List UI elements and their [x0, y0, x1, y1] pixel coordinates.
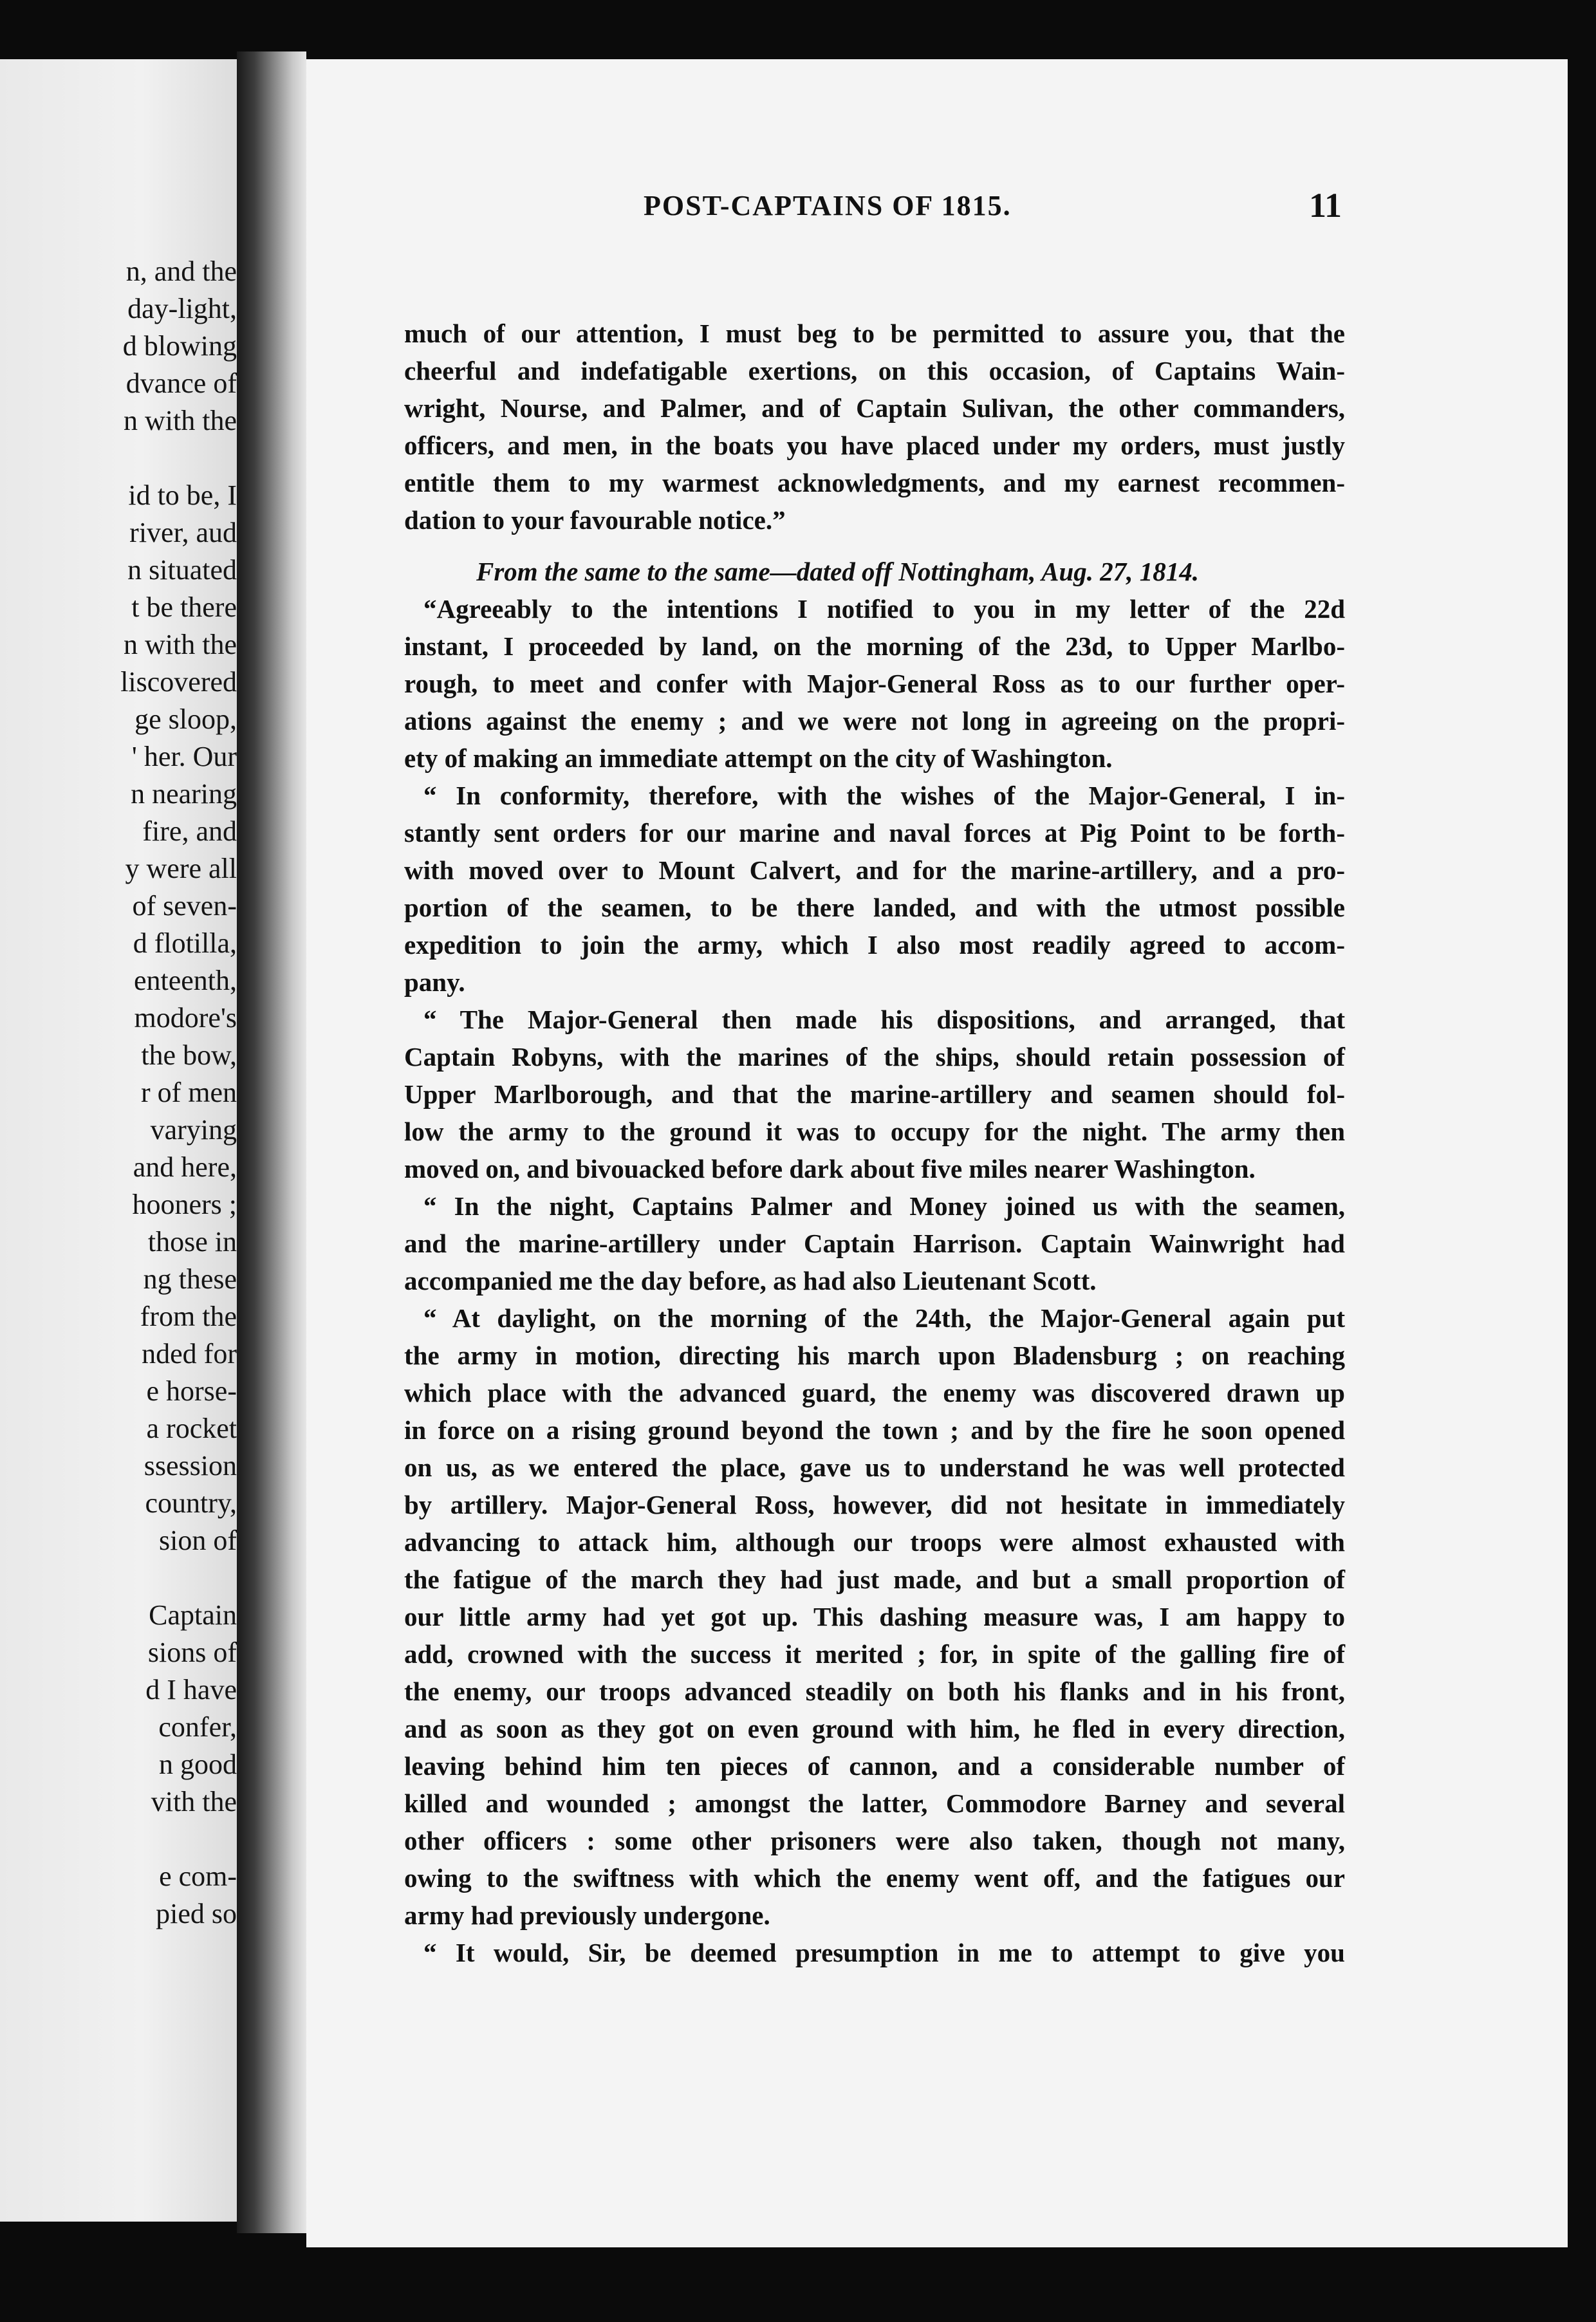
previous-page-line: n good: [159, 1749, 237, 1780]
previous-page-line: r of men: [140, 1077, 237, 1108]
body-line: officers, and men, in the boats you have placed under my orders, must justly: [404, 431, 1345, 460]
previous-page-line: t be there: [131, 591, 237, 623]
previous-page-line: n, and the: [125, 255, 237, 287]
previous-page-line: sions of: [147, 1637, 237, 1668]
previous-page-line: id to be, I: [128, 479, 237, 511]
body-line: the enemy, our troops advanced steadily on both his flanks and in his front,: [404, 1676, 1345, 1706]
previous-page-line: a rocket: [146, 1413, 237, 1444]
previous-page-line: from the: [140, 1301, 237, 1332]
previous-page-line: country,: [145, 1487, 237, 1519]
previous-page-line: of seven-: [132, 890, 237, 922]
body-line: in force on a rising ground beyond the town ; and by the fire he soon opened: [404, 1415, 1345, 1445]
previous-page-line: day-light,: [127, 293, 237, 324]
body-line: portion of the seamen, to be there landed, and with the utmost possible: [404, 893, 1345, 922]
body-line: wright, Nourse, and Palmer, and of Captain Sulivan, the other commanders,: [404, 393, 1345, 423]
body-line: ations against the enemy ; and we were not long in agreeing on the propri-: [404, 706, 1345, 736]
previous-page-line: d blowing: [122, 330, 237, 362]
body-line: owing to the swiftness with which the enemy went off, and the fatigues our: [404, 1863, 1345, 1893]
body-line: dation to your favourable notice.”: [404, 505, 786, 535]
body-line: “ It would, Sir, be deemed presumption in me to attempt to give you: [423, 1938, 1345, 1967]
previous-page-line: n with the: [124, 629, 237, 660]
previous-page-line: those in: [147, 1226, 237, 1258]
previous-page-line: sion of: [159, 1525, 237, 1556]
previous-page-line: and here,: [133, 1151, 237, 1183]
body-line: “Agreeably to the intentions I notified to you in my letter of the 22d: [423, 594, 1345, 624]
page-number: 11: [1309, 186, 1342, 225]
body-line: moved on, and bivouacked before dark about five miles nearer Washington.: [404, 1154, 1256, 1184]
previous-page-line: river, aud: [129, 517, 237, 548]
previous-page-line: ' her. Our: [131, 741, 237, 772]
previous-page-line: n situated: [127, 554, 237, 586]
body-line: cheerful and indefatigable exertions, on this occasion, of Captains Wain-: [404, 356, 1345, 385]
body-line: “ In the night, Captains Palmer and Money joined us with the seamen,: [423, 1191, 1345, 1221]
body-line: expedition to join the army, which I also most readily agreed to accom-: [404, 930, 1345, 960]
previous-page-line: the bow,: [141, 1039, 237, 1071]
book-gutter-shadow: [237, 51, 306, 2233]
previous-page-line: varying: [150, 1114, 237, 1146]
body-line: “ In conformity, therefore, with the wishes of the Major-General, I in-: [423, 781, 1345, 810]
body-line: pany.: [404, 967, 465, 997]
body-line: low the army to the ground it was to occupy for the night. The army then: [404, 1117, 1345, 1146]
previous-page-line: hooners ;: [132, 1189, 237, 1220]
previous-page-line: ge sloop,: [135, 703, 237, 735]
previous-page-line: d I have: [145, 1674, 237, 1705]
body-line: “ At daylight, on the morning of the 24th, the Major-General again put: [423, 1303, 1345, 1333]
body-line: advancing to attack him, although our troops were almost exhausted with: [404, 1527, 1345, 1557]
previous-page-line: pied so: [156, 1898, 237, 1929]
previous-page-line: ng these: [143, 1263, 237, 1295]
previous-page-line: enteenth,: [133, 965, 237, 996]
previous-page-line: liscovered: [120, 666, 237, 698]
body-line: “ The Major-General then made his dispositions, and arranged, that: [423, 1005, 1345, 1034]
body-line: add, crowned with the success it merited ; for, in spite of the galling fire of: [404, 1639, 1345, 1669]
previous-page-line: y were all: [125, 853, 237, 884]
body-line: leaving behind him ten pieces of cannon, and a considerable number of: [404, 1751, 1345, 1781]
letter-heading: From the same to the same—dated off Nottingham, Aug. 27, 1814.: [476, 557, 1200, 586]
previous-page-line: Captain: [149, 1599, 237, 1631]
body-line: our little army had yet got up. This dashing measure was, I am happy to: [404, 1602, 1345, 1631]
body-line: and as soon as they got on even ground with him, he fled in every direction,: [404, 1714, 1345, 1743]
body-line: and the marine-artillery under Captain Harrison. Captain Wainwright had: [404, 1229, 1345, 1258]
previous-page-line: confer,: [158, 1711, 237, 1743]
body-line: other officers : some other prisoners were also taken, though not many,: [404, 1826, 1345, 1855]
previous-page-line: modore's: [134, 1002, 237, 1034]
body-line: which place with the advanced guard, the enemy was discovered drawn up: [404, 1378, 1345, 1407]
body-line: the army in motion, directing his march upon Bladensburg ; on reaching: [404, 1341, 1345, 1370]
body-line: Upper Marlborough, and that the marine-artillery and seamen should fol-: [404, 1079, 1345, 1109]
body-line: killed and wounded ; amongst the latter, Commodore Barney and several: [404, 1788, 1345, 1818]
body-line: rough, to meet and confer with Major-General Ross as to our further oper-: [404, 669, 1345, 698]
running-head: POST-CAPTAINS OF 1815.: [644, 190, 1012, 221]
body-line: instant, I proceeded by land, on the morning of the 23d, to Upper Marlbo-: [404, 631, 1345, 661]
previous-page-line: n with the: [124, 405, 237, 436]
body-line: ety of making an immediate attempt on the city of Washington.: [404, 743, 1113, 773]
previous-page-line: vith the: [151, 1786, 237, 1817]
previous-page-line: d flotilla,: [133, 927, 237, 959]
previous-page-fragment: [0, 59, 237, 2222]
previous-page-line: e com-: [159, 1861, 237, 1892]
body-line: stantly sent orders for our marine and naval forces at Pig Point to be forth-: [404, 818, 1345, 848]
body-line: Captain Robyns, with the marines of the ships, should retain possession of: [404, 1042, 1345, 1072]
body-line: accompanied me the day before, as had also Lieutenant Scott.: [404, 1266, 1097, 1296]
previous-page-line: ssession: [144, 1450, 237, 1481]
body-line: on us, as we entered the place, gave us to understand he was well protected: [404, 1453, 1345, 1482]
previous-page-line: n nearing: [131, 778, 237, 810]
previous-page-line: fire, and: [142, 815, 237, 847]
body-line: much of our attention, I must beg to be permitted to assure you, that the: [404, 319, 1345, 348]
body-line: with moved over to Mount Calvert, and for the marine-artillery, and a pro-: [404, 855, 1345, 885]
previous-page-line: e horse-: [146, 1375, 237, 1407]
previous-page-line: dvance of: [125, 367, 237, 399]
body-line: army had previously undergone.: [404, 1900, 770, 1930]
body-line: the fatigue of the march they had just made, and but a small proportion of: [404, 1565, 1345, 1594]
previous-page-line: nded for: [142, 1338, 237, 1370]
body-line: by artillery. Major-General Ross, however, did not hesitate in immediately: [404, 1490, 1345, 1519]
body-line: entitle them to my warmest acknowledgments, and my earnest recommen-: [404, 468, 1345, 497]
